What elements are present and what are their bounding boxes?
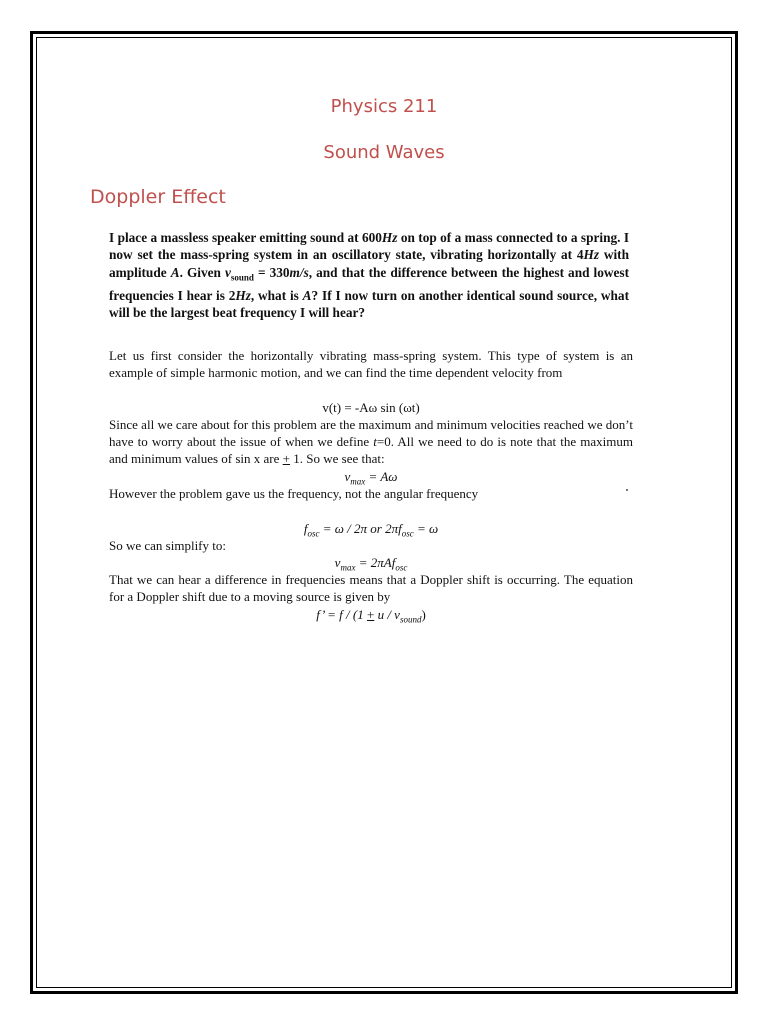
- solution-paragraph-4: So we can simplify to:: [109, 538, 226, 553]
- equation-vmax: $v_{max} = A\omega$: [344, 469, 398, 487]
- equation-velocity: v(t) = -Aω sin (ωt): [322, 400, 420, 415]
- solution-paragraph-2: Since all we care about for this problem are the maximum and minimum velocities reached we don’t have to worry about the issue of when we define t=0. All we need to do is note that the maximum and minimum values of sin x are + 1. So we see that:: [109, 417, 633, 466]
- solution-paragraph-1: Let us first consider the horizontally vibrating mass-spring system. This type of system is an example of simple harmonic motion, and we can find the time dependent velocity from: [109, 348, 633, 380]
- problem-statement: I place a massless speaker emitting sound at 600Hz on top of a mass connected to a spring. I now set the mass-spring system in an oscillatory state, vibrating horizontally at 4Hz with amplitude A. Given $v_{sound} = 330m/s$, and that the difference between the highest and lowest frequencies I hear is 2Hz, what is A? If I now turn on another identical sound source, what will be the largest beat frequency I will hear?: [109, 230, 630, 321]
- section-heading: Doppler Effect: [90, 186, 226, 208]
- course-title: Physics 211: [330, 96, 438, 117]
- equation-doppler: f’ = $f / (1 + u / v_{sound})$: [316, 607, 426, 625]
- topic-title: Sound Waves: [323, 142, 445, 163]
- solution-paragraph-3: However the problem gave us the frequency, not the angular frequency: [109, 486, 479, 501]
- equation-vmax-simplified: $v_{max} = 2\pi Af_{osc}$: [334, 555, 408, 573]
- solution-paragraph-5: That we can hear a difference in frequencies means that a Doppler shift is occurring. The equation for a Doppler shift due to a moving source is given by: [109, 572, 633, 604]
- page-border-inner: [36, 37, 732, 988]
- equation-frequency: $f_{osc} = \omega / 2\pi$ or $2\pi f_{osc} = \omega$: [303, 521, 439, 539]
- stray-mark: [626, 489, 628, 491]
